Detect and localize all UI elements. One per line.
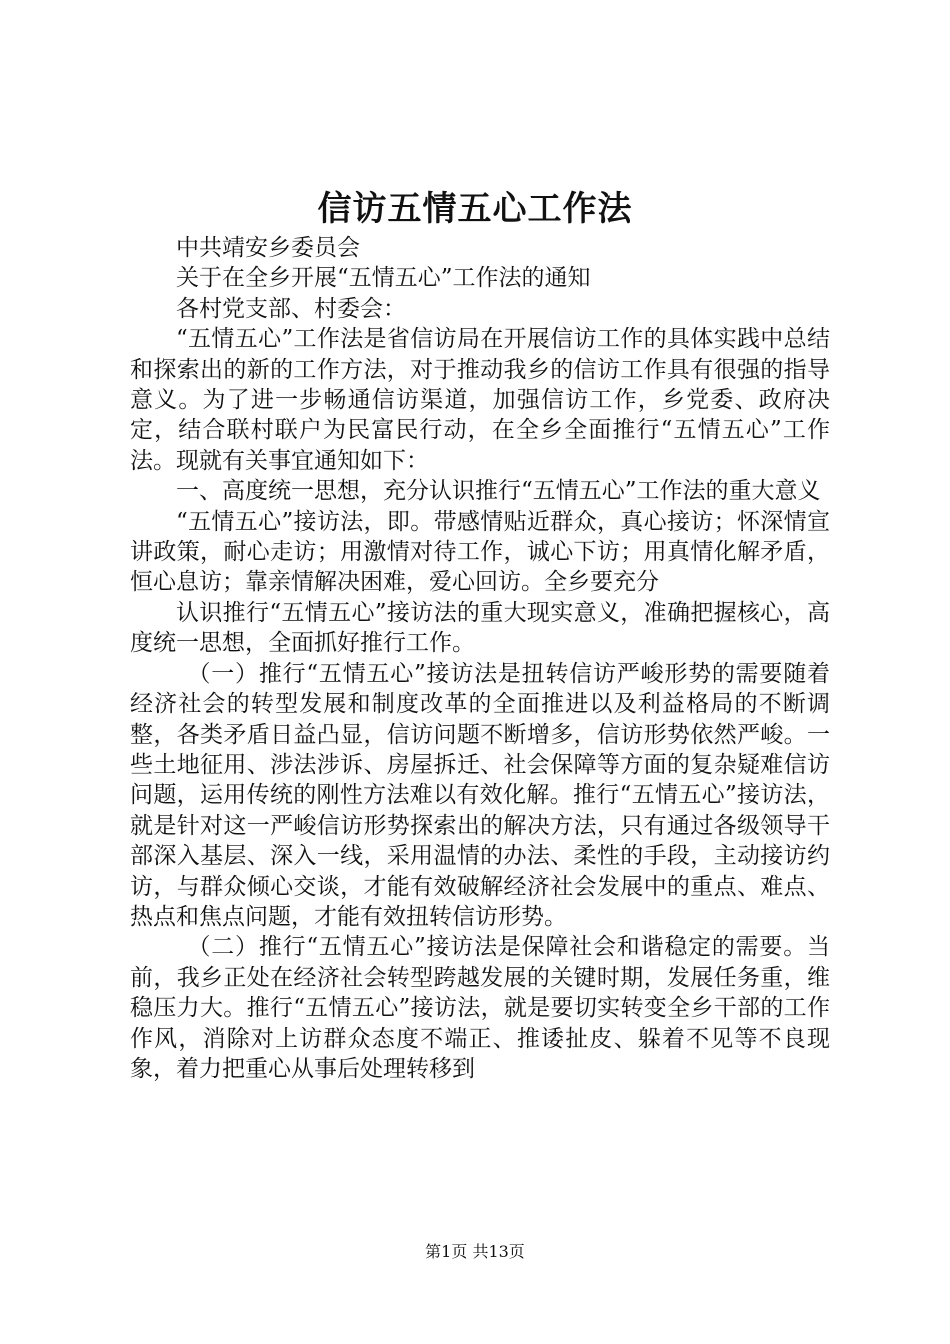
paragraph-definition: “五情五心”接访法，即。带感情贴近群众，真心接访；怀深情宣讲政策，耐心走访；用激情对待工作，诚心下访；用真情化解矛盾，恒心息访；靠亲情解决困难，爱心回访。全乡要充分: [130, 508, 830, 596]
page-number-footer: 第1页 共13页: [425, 1242, 525, 1261]
paragraph-intro: “五情五心”工作法是省信访局在开展信访工作的具体实践中总结和探索出的新的工作方法，对于推动我乡的信访工作具有很强的指导意义。为了进一步畅通信访渠道，加强信访工作，乡党委、政府决定，结合联村联户为民富民行动，在全乡全面推行“五情五心”工作法。现就有关事宜通知如下：: [130, 326, 830, 474]
document-title: 信访五情五心工作法: [317, 189, 633, 229]
document-body: [130, 233, 830, 1084]
paragraph-issuer: 中共靖安乡委员会: [176, 235, 360, 261]
paragraph-section-one-heading: 一、高度统一思想，充分认识推行“五情五心”工作法的重大意义: [176, 478, 821, 505]
paragraph-significance: 认识推行“五情五心”接访法的重大现实意义，准确把握核心，高度统一思想，全面抓好推行工作。: [130, 599, 830, 657]
paragraph-recipients: 各村党支部、村委会：: [176, 295, 406, 322]
paragraph-point-one: （一）推行“五情五心”接访法是扭转信访严峻形势的需要随着经济社会的转型发展和制度改革的全面推进以及利益格局的不断调整，各类矛盾日益凸显，信访问题不断增多，信访形势依然严峻。一些土地征用、涉法涉诉、房屋拆迁、社会保障等方面的复杂疑难信访问题，运用传统的刚性方法难以有效化解。推行“五情五心”接访法，就是针对这一严峻信访形势探索出的解决方法，只有通过各级领导干部深入基层、深入一线，采用温情的办法、柔性的手段，主动接访约访，与群众倾心交谈，才能有效破解经济社会发展中的重点、难点、热点和焦点问题，才能有效扭转信访形势。: [130, 660, 830, 930]
paragraph-notice-title: 关于在全乡开展“五情五心”工作法的通知: [176, 265, 591, 292]
paragraph-point-two: （二）推行“五情五心”接访法是保障社会和谐稳定的需要。当前，我乡正处在经济社会转型跨越发展的关键时期，发展任务重，维稳压力大。推行“五情五心”接访法，就是要切实转变全乡干部的工作作风，消除对上访群众态度不端正、推诿扯皮、躲着不见等不良现象，着力把重心从事后处理转移到: [130, 934, 830, 1082]
